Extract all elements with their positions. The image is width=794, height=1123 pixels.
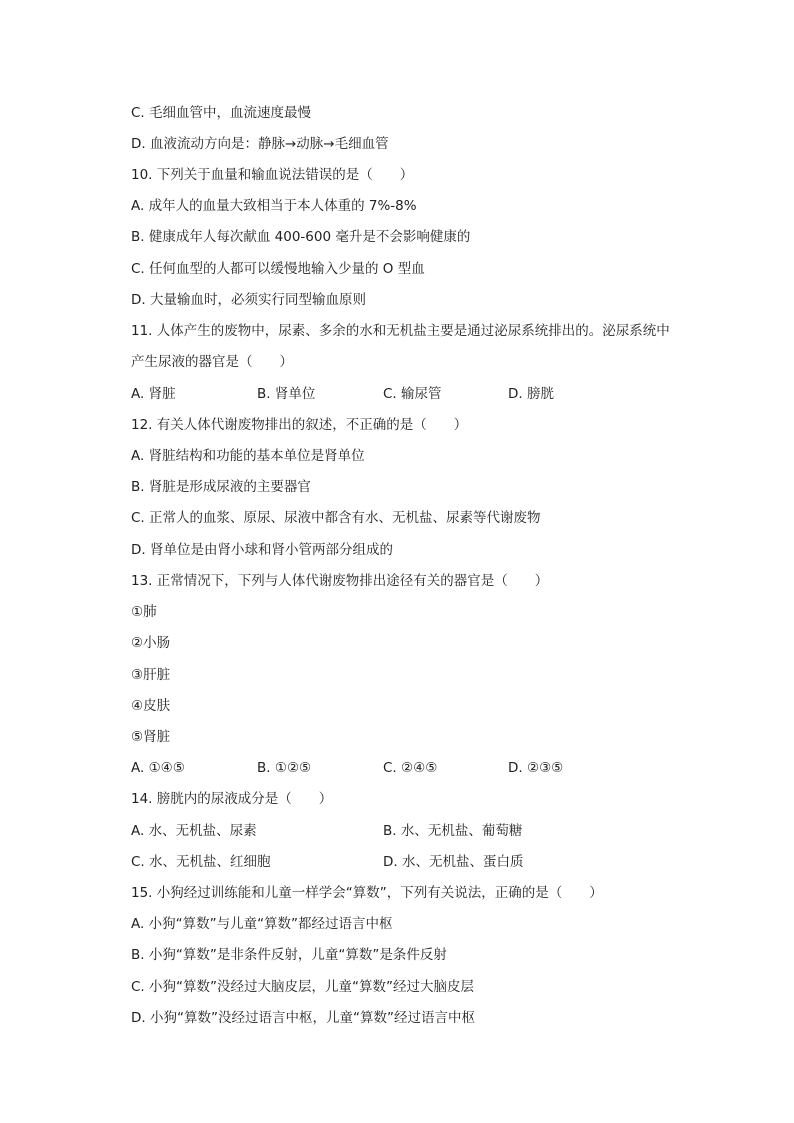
q15-option-c: C. 小狗“算数”没经过大脑皮层，儿童“算数”经过大脑皮层 [131, 979, 474, 995]
q14-option-d: D. 水、无机盐、蛋白质 [383, 854, 524, 870]
q12-option-a: A. 肾脏结构和功能的基本单位是肾单位 [131, 448, 365, 464]
q13-option-d: D. ②③⑤ [508, 760, 564, 776]
q10-option-c: C. 任何血型的人都可以缓慢地输入少量的 O 型血 [131, 261, 425, 277]
q15-option-b: B. 小狗“算数”是非条件反射，儿童“算数”是条件反射 [131, 947, 447, 963]
q14-option-b: B. 水、无机盐、葡萄糖 [383, 823, 523, 839]
q11-option-c: C. 输尿管 [383, 386, 442, 402]
q11-option-d: D. 膀胱 [508, 386, 554, 402]
q15-option-d: D. 小狗“算数”没经过语言中枢，儿童“算数”经过语言中枢 [131, 1010, 475, 1026]
q11-option-a: A. 肾脏 [131, 386, 176, 402]
q13-item-2: ②小肠 [131, 635, 171, 651]
q12-option-c: C. 正常人的血浆、原尿、尿液中都含有水、无机盐、尿素等代谢废物 [131, 510, 541, 526]
q13-item-5: ⑤肾脏 [131, 729, 171, 745]
q12-option-d: D. 肾单位是由肾小球和肾小管两部分组成的 [131, 542, 393, 558]
q14-stem: 14. 膀胱内的尿液成分是（ ） [131, 791, 333, 807]
q12-option-b: B. 肾脏是形成尿液的主要器官 [131, 479, 311, 495]
q13-option-c: C. ②④⑤ [383, 760, 438, 776]
q15-stem: 15. 小狗经过训练能和儿童一样学会“算数”，下列有关说法，正确的是（ ） [131, 885, 603, 901]
q15-option-a: A. 小狗“算数”与儿童“算数”都经过语言中枢 [131, 916, 393, 932]
q9-option-d: D. 血液流动方向是：静脉→动脉→毛细血管 [131, 136, 389, 152]
q10-option-a: A. 成年人的血量大致相当于本人体重的 7%-8% [131, 198, 417, 214]
q10-option-d: D. 大量输血时，必须实行同型输血原则 [131, 292, 366, 308]
q14-option-c: C. 水、无机盐、红细胞 [131, 854, 271, 870]
q13-item-3: ③肝脏 [131, 667, 171, 683]
q10-stem: 10. 下列关于血量和输血说法错误的是（ ） [131, 167, 414, 183]
q14-option-a: A. 水、无机盐、尿素 [131, 823, 257, 839]
q13-item-1: ①肺 [131, 604, 157, 620]
q13-stem: 13. 正常情况下，下列与人体代谢废物排出途径有关的器官是（ ） [131, 573, 549, 589]
q13-option-a: A. ①④⑤ [131, 760, 185, 776]
q13-item-4: ④皮肤 [131, 698, 171, 714]
q11-stem-line1: 11. 人体产生的废物中，尿素、多余的水和无机盐主要是通过泌尿系统排出的。泌尿系统中 [131, 323, 670, 339]
q11-stem-line2: 产生尿液的器官是（ ） [131, 354, 293, 370]
q12-stem: 12. 有关人体代谢废物排出的叙述，不正确的是（ ） [131, 417, 468, 433]
q13-option-b: B. ①②⑤ [257, 760, 312, 776]
q11-option-b: B. 肾单位 [257, 386, 316, 402]
q9-option-c: C. 毛细血管中，血流速度最慢 [131, 105, 312, 121]
q10-option-b: B. 健康成年人每次献血 400-600 毫升是不会影响健康的 [131, 229, 471, 245]
